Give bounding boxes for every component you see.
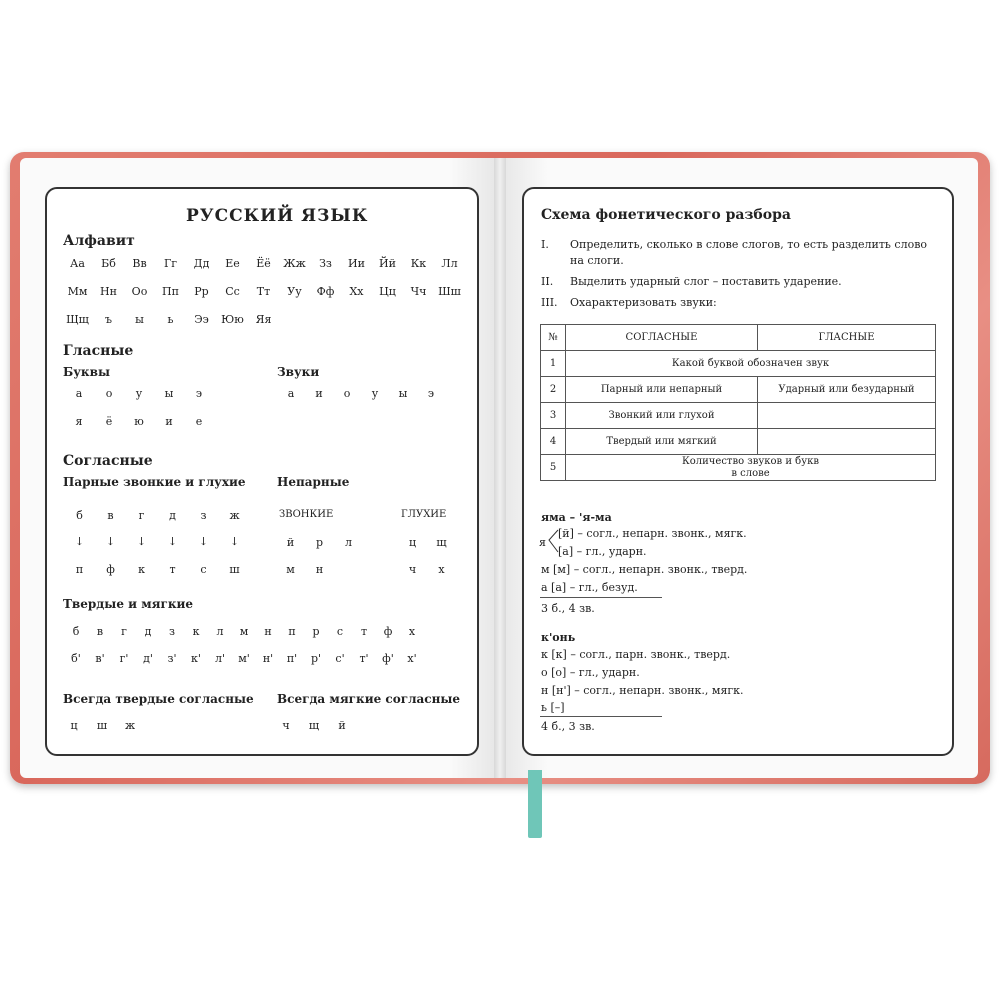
letter-cell: ф [106, 563, 115, 576]
letter-cell: ю [134, 415, 144, 428]
phonetic-analysis-table [540, 324, 936, 481]
letter-cell: ↓ [74, 535, 85, 548]
paired-voiced-row [64, 509, 250, 522]
paired-voiceless-row [64, 563, 250, 576]
letter-cell: ё [105, 415, 113, 428]
letter-cell: Тт [256, 285, 271, 298]
letter-cell: ↓ [105, 535, 116, 548]
letter-cell: х [438, 563, 445, 576]
letter-cell: Нн [100, 285, 117, 298]
example-2-line-2: о [о] – гл., ударн. [541, 666, 640, 679]
letter-cell: Цц [379, 285, 396, 298]
letter-cell: Ээ [194, 313, 209, 326]
letter-cell: о [343, 387, 351, 400]
letter-cell: щ [436, 536, 447, 549]
letter-cell: д [169, 509, 176, 522]
always-soft-label: Всегда мягкие согласные [277, 692, 461, 706]
letter-cell: Юю [221, 313, 244, 326]
unpaired-voiced-row-1 [276, 536, 363, 549]
letter-cell: ъ [105, 313, 112, 326]
table-header-cell: № [541, 325, 566, 351]
alphabet-heading: Алфавит [63, 233, 135, 249]
letter-cell: Аа [70, 257, 85, 270]
step-1-text-cont: на слоги. [570, 254, 624, 267]
letter-cell: с [200, 563, 207, 576]
example-1-summary: 3 б., 4 зв. [541, 602, 595, 615]
bookmark-ribbon [528, 770, 542, 838]
example-1-line-3: м [м] – согл., непарн. звонк., тверд. [541, 563, 748, 576]
letter-cell: ↓ [167, 535, 178, 548]
letter-cell: Яя [255, 313, 272, 326]
example-2-word: к'онь [541, 631, 576, 644]
letter-cell: з [200, 509, 207, 522]
letter-cell: х' [407, 652, 417, 665]
letter-cell: м [286, 563, 295, 576]
letter-cell: ч [282, 719, 290, 732]
letter-cell: н [315, 563, 324, 576]
table-cell: Звонкий или глухой [566, 403, 758, 429]
letter-cell: Вв [132, 257, 147, 270]
vowel-letters-row-1 [64, 387, 214, 400]
letter-cell: в [107, 509, 114, 522]
example-1-divider [540, 597, 662, 598]
letter-cell: ы [164, 387, 174, 400]
example-1-line-1: [й] – согл., непарн. звонк., мягк. [558, 527, 747, 540]
letter-cell: к' [191, 652, 201, 665]
phonetic-scheme-title: Схема фонетического разбора [541, 207, 791, 223]
example-2-line-1: к [к] – согл., парн. звонк., тверд. [541, 648, 731, 661]
letter-cell: и [315, 387, 323, 400]
letter-cell: Пп [162, 285, 179, 298]
letter-cell: б [76, 509, 83, 522]
letter-cell: я [75, 415, 83, 428]
letter-cell: б [72, 625, 80, 638]
letter-cell: Дд [193, 257, 210, 270]
example-1-line-2: [а] – гл., ударн. [558, 545, 647, 558]
table-cell: 5 [541, 455, 566, 481]
vowel-letters-label: Буквы [63, 365, 110, 379]
letter-cell: с' [335, 652, 345, 665]
letter-cell: м' [238, 652, 250, 665]
pairing-arrows-row [64, 535, 250, 548]
letter-cell: е [195, 415, 203, 428]
letter-cell: э [427, 387, 435, 400]
example-2-divider [540, 716, 662, 717]
unpaired-voiced-row-2 [276, 563, 334, 576]
letter-cell: б' [71, 652, 81, 665]
always-hard-row [60, 719, 144, 732]
letter-cell: д [144, 625, 152, 638]
hard-consonants-row [64, 625, 424, 638]
table-cell: Ударный или безударный [758, 377, 936, 403]
letter-cell: н' [262, 652, 274, 665]
letter-cell: в [96, 625, 104, 638]
unpaired-voiceless-row-1 [398, 536, 456, 549]
letter-cell: Шш [438, 285, 461, 298]
voiced-label: ЗВОНКИЕ [279, 509, 334, 520]
letter-cell: Ии [348, 257, 365, 270]
russian-language-panel [45, 187, 479, 756]
letter-cell: Зз [319, 257, 332, 270]
step-3-text: Охарактеризовать звуки: [570, 296, 717, 309]
letter-cell: с [336, 625, 344, 638]
table-cell [566, 455, 936, 481]
table-row [541, 377, 936, 403]
letter-cell: Рр [194, 285, 209, 298]
letter-cell: й [338, 719, 346, 732]
letter-cell: г [121, 625, 127, 638]
letter-cell: ш [229, 563, 240, 576]
letter-cell: ы [398, 387, 408, 400]
vowels-heading: Гласные [63, 343, 134, 359]
vowel-sounds-label: Звуки [277, 365, 320, 379]
letter-cell: в' [95, 652, 105, 665]
vowel-letters-row-2 [64, 415, 214, 428]
alphabet-row-3 [62, 313, 279, 326]
letter-cell: и [165, 415, 173, 428]
table-cell: Парный или непарный [566, 377, 758, 403]
always-soft-row [272, 719, 356, 732]
example-2-summary: 4 б., 3 зв. [541, 720, 595, 733]
letter-cell: Чч [410, 285, 427, 298]
letter-cell: ы [135, 313, 144, 326]
consonants-heading: Согласные [63, 453, 153, 469]
letter-cell: ж [229, 509, 240, 522]
unpaired-voiceless-row-2 [398, 563, 456, 576]
letter-cell: й [286, 536, 295, 549]
table-row [541, 429, 936, 455]
letter-cell: ц [70, 719, 78, 732]
step-2-text: Выделить ударный слог – поставить ударение. [570, 275, 842, 288]
step-2-number: II. [541, 275, 554, 288]
letter-cell: м [239, 625, 249, 638]
vowel-sounds-row [277, 387, 445, 400]
table-cell: Какой буквой обозначен звук [566, 351, 936, 377]
letter-cell: ж [124, 719, 136, 732]
letter-cell: ц [408, 536, 417, 549]
letter-cell: Йй [379, 257, 396, 270]
step-1-number: I. [541, 238, 549, 251]
letter-cell: л' [214, 652, 225, 665]
letter-cell: Фф [316, 285, 335, 298]
letter-cell: р [315, 536, 324, 549]
letter-cell: л [345, 536, 352, 549]
letter-cell: п' [286, 652, 298, 665]
letter-cell: н [264, 625, 272, 638]
table-row [541, 403, 936, 429]
table-cell: Твердый или мягкий [566, 429, 758, 455]
letter-cell: т [360, 625, 368, 638]
letter-cell: а [75, 387, 83, 400]
letter-cell: з [169, 625, 175, 638]
table-cell [758, 429, 936, 455]
table-header-row [541, 325, 936, 351]
letter-cell: ч [408, 563, 417, 576]
letter-cell: Гг [163, 257, 178, 270]
letter-cell: Жж [283, 257, 306, 270]
letter-cell: Сс [225, 285, 240, 298]
letter-cell: Кк [410, 257, 427, 270]
unpaired-consonants-label: Непарные [277, 475, 350, 489]
letter-cell: а [287, 387, 295, 400]
letter-cell: ф' [382, 652, 394, 665]
always-hard-label: Всегда твердые согласные [63, 692, 254, 706]
table-cell: 1 [541, 351, 566, 377]
letter-cell: э [195, 387, 203, 400]
table-header-cell: СОГЛАСНЫЕ [566, 325, 758, 351]
letter-cell: р' [310, 652, 322, 665]
example-2-line-3: н [н'] – согл., непарн. звонк., мягк. [541, 684, 744, 697]
page-title: РУССКИЙ ЯЗЫК [186, 206, 369, 226]
table-cell: 4 [541, 429, 566, 455]
letter-cell: г [138, 509, 145, 522]
letter-cell: Лл [441, 257, 458, 270]
letter-cell: л [216, 625, 224, 638]
table-row [541, 351, 936, 377]
letter-cell: г' [119, 652, 129, 665]
example-1-brace-letter: я [539, 536, 546, 549]
voiceless-label: ГЛУХИЕ [401, 509, 447, 520]
paired-consonants-label: Парные звонкие и глухие [63, 475, 246, 489]
letter-cell: ф [383, 625, 393, 638]
letter-cell: Ёё [256, 257, 271, 270]
example-2-line-4: ь [–] [541, 701, 565, 714]
letter-cell: Мм [67, 285, 88, 298]
letter-cell: Бб [101, 257, 116, 270]
table-row [541, 455, 936, 481]
table-cell: 2 [541, 377, 566, 403]
letter-cell: к [138, 563, 145, 576]
example-1-word: яма – 'я-ма [541, 511, 612, 524]
letter-cell: о [105, 387, 113, 400]
table-cell-line: Количество звуков и букв [682, 455, 819, 467]
letter-cell: р [312, 625, 320, 638]
letter-cell: т' [359, 652, 369, 665]
letter-cell: к [192, 625, 200, 638]
letter-cell: т [169, 563, 176, 576]
letter-cell: ш [96, 719, 108, 732]
letter-cell: Ее [225, 257, 240, 270]
letter-cell: з' [167, 652, 177, 665]
letter-cell: п [288, 625, 296, 638]
step-3-number: III. [541, 296, 558, 309]
table-cell-line: в слове [731, 467, 770, 479]
letter-cell: ↓ [136, 535, 147, 548]
step-1-text: Определить, сколько в слове слогов, то есть разделить слово [570, 238, 928, 251]
letter-cell: Щщ [66, 313, 89, 326]
letter-cell: у [135, 387, 143, 400]
letter-cell: Хх [349, 285, 364, 298]
alphabet-row-1 [62, 257, 465, 270]
table-cell [758, 403, 936, 429]
hard-soft-label: Твердые и мягкие [63, 597, 194, 611]
letter-cell: д' [143, 652, 153, 665]
notebook-spine [494, 158, 506, 778]
letter-cell: Оо [131, 285, 148, 298]
table-cell: 3 [541, 403, 566, 429]
alphabet-row-2 [62, 285, 465, 298]
letter-cell: х [408, 625, 416, 638]
soft-consonants-row [64, 652, 424, 665]
letter-cell: щ [308, 719, 320, 732]
letter-cell: ↓ [198, 535, 209, 548]
letter-cell: Уу [287, 285, 302, 298]
letter-cell: п [75, 563, 84, 576]
example-1-line-4: а [а] – гл., безуд. [541, 581, 638, 594]
table-header-cell: ГЛАСНЫЕ [758, 325, 936, 351]
letter-cell: ь [167, 313, 174, 326]
letter-cell: ↓ [229, 535, 240, 548]
letter-cell: у [371, 387, 379, 400]
